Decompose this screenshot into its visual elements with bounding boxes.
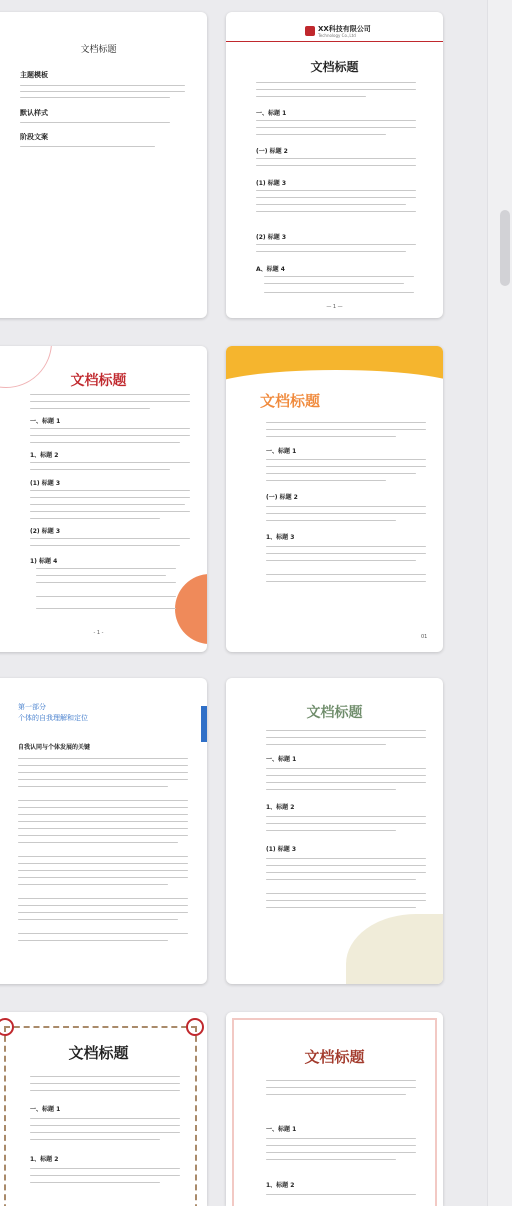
heading-2: 1、标题 2 <box>30 452 59 459</box>
heading-3: (2) 标题 3 <box>256 234 287 241</box>
heading-3: (1) 标题 3 <box>256 180 287 187</box>
template-card-5[interactable] <box>0 678 207 984</box>
heading-1: 一、标题 1 <box>256 110 287 117</box>
heading-4: 1) 标题 4 <box>30 558 58 565</box>
heading-2: (一) 标题 2 <box>266 494 298 501</box>
heading-4: A、标题 4 <box>256 266 285 273</box>
scrollbar-thumb[interactable] <box>500 210 510 286</box>
template-card-4[interactable] <box>226 346 443 652</box>
doc-title: 文档标题 <box>304 1048 365 1066</box>
heading-1: 一、标题 1 <box>30 418 61 425</box>
heading-2: 1、标题 2 <box>30 1156 59 1163</box>
heading-1: 一、标题 1 <box>30 1106 61 1113</box>
doc-title: 文档标题 <box>260 392 321 410</box>
ship-wheel-icon <box>186 1018 204 1036</box>
template-card-7[interactable] <box>0 1012 207 1206</box>
section-heading: 主题模板 <box>20 71 48 79</box>
heading-3: (1) 标题 3 <box>30 480 61 487</box>
heading-3: (1) 标题 3 <box>266 846 297 853</box>
green-wave-decoration <box>346 914 443 984</box>
part-label: 第一部分 <box>18 703 46 711</box>
template-card-2[interactable] <box>226 12 443 318</box>
heading-3: (2) 标题 3 <box>30 528 61 535</box>
doc-title: 文档标题 <box>70 373 127 389</box>
heading-1: 一、标题 1 <box>266 1126 297 1133</box>
heading-1: 一、标题 1 <box>266 448 297 455</box>
doc-title: 文档标题 <box>68 1044 129 1062</box>
scrollbar-track[interactable] <box>487 0 512 1206</box>
doc-title: 文档标题 <box>80 45 117 55</box>
template-card-8[interactable] <box>226 1012 443 1206</box>
section-heading: 自我认同与个体发展的关键 <box>18 744 91 751</box>
header-wave-decoration <box>226 370 443 410</box>
doc-title: 文档标题 <box>306 705 363 721</box>
template-card-6[interactable] <box>226 678 443 984</box>
heading-2: 1、标题 2 <box>266 804 295 811</box>
heading-1: 一、标题 1 <box>266 756 297 763</box>
page-number: — 1 — <box>326 304 343 310</box>
template-card-3[interactable] <box>0 346 207 652</box>
section-heading: 默认样式 <box>20 109 48 117</box>
heading-3: 1、标题 3 <box>266 534 295 541</box>
company-name: XX科技有限公司 <box>318 25 371 33</box>
heading-2: 1、标题 2 <box>266 1182 295 1189</box>
page-number: 01 <box>421 634 428 640</box>
heading-2: (一) 标题 2 <box>256 148 288 155</box>
company-logo-icon <box>305 26 315 36</box>
blue-side-tab <box>201 706 207 742</box>
company-sub: Technology Co.,Ltd <box>318 33 356 38</box>
doc-title: 文档标题 <box>310 60 359 74</box>
part-subtitle: 个体的自我理解和定位 <box>18 714 88 722</box>
section-heading: 阶段文案 <box>20 133 48 141</box>
template-card-1[interactable] <box>0 12 207 318</box>
page-number: - 1 - <box>93 630 104 636</box>
